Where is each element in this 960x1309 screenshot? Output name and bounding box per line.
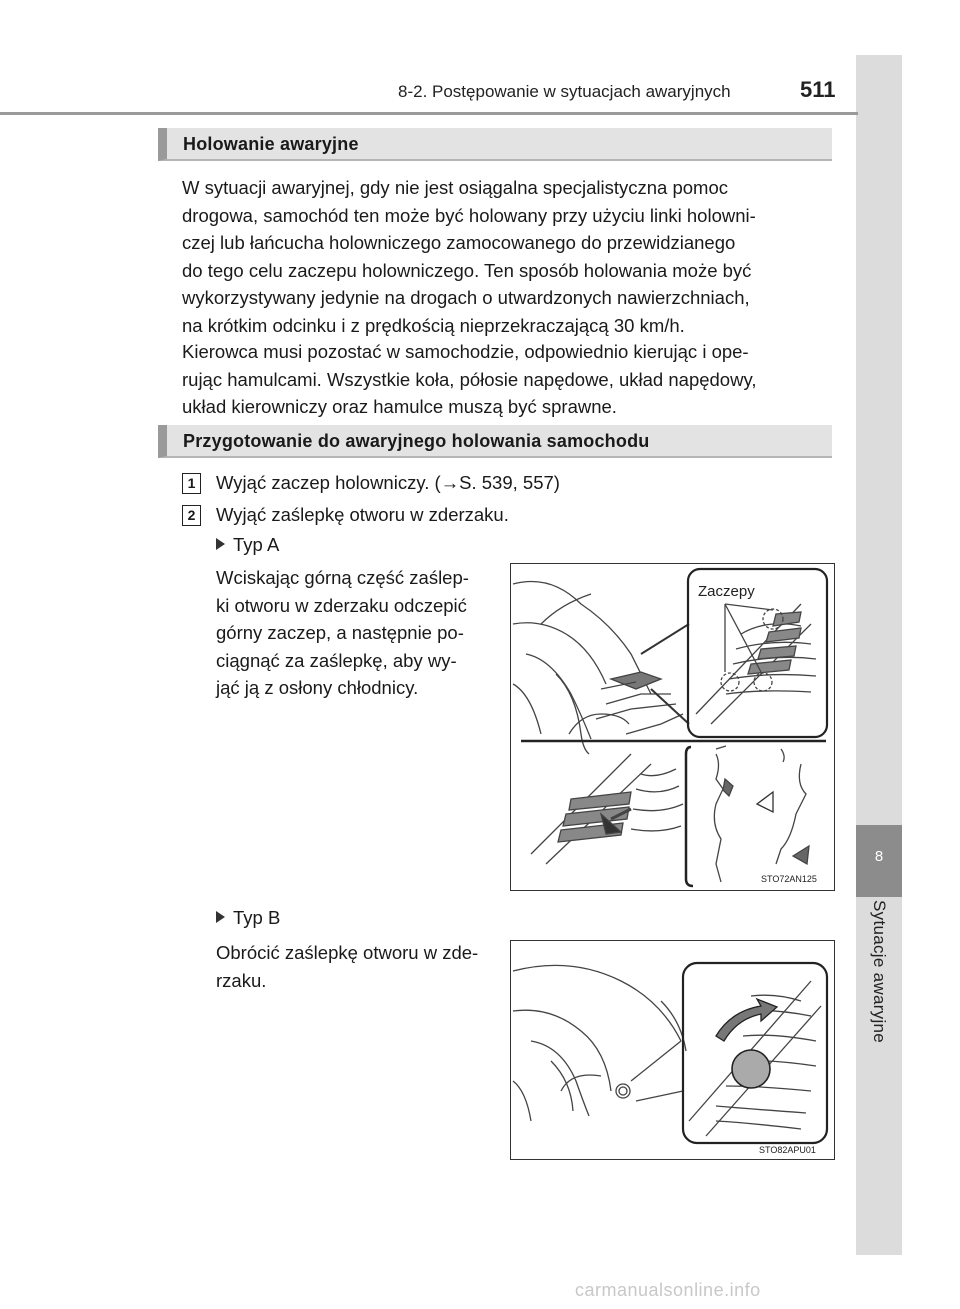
text-line: wykorzystywany jedynie na drogach o utwardzonych nawierzchniach, [182, 287, 750, 308]
section-heading-text: Holowanie awaryjne [183, 134, 359, 154]
type-b-description [216, 939, 492, 994]
figure-type-a [510, 563, 835, 891]
text-line: rzaku. [216, 969, 267, 991]
chapter-number: 8 [874, 848, 884, 865]
triangle-bullet-icon [216, 538, 225, 550]
type-a-label [216, 534, 279, 556]
page-number: 511 [800, 77, 836, 102]
type-b-label [216, 907, 280, 929]
text-line: W sytuacji awaryjnej, gdy nie jest osiągalna specjalistyczna pomoc [182, 177, 729, 198]
text-line: Obrócić zaślepkę otworu w zde- [216, 942, 479, 963]
section-heading-towing [158, 128, 832, 161]
chapter-title-text: Sytuacje awaryjne [870, 900, 889, 1044]
header-rule [0, 112, 858, 115]
figure-type-b [510, 940, 835, 1160]
text-line: drogowa, samochód ten może być holowany przy użyciu linki holowni- [182, 204, 756, 226]
text-line: układ kierowniczy oraz hamulce muszą być sprawne. [182, 396, 617, 417]
watermark: carmanualsonline.info [575, 1280, 761, 1300]
figure-type-a-illustration [511, 564, 834, 890]
text-line: rując hamulcami. Wszystkie koła, półosie napędowe, układ napędowy, [182, 368, 757, 390]
type-b-text: Typ B [233, 907, 281, 928]
text-line: ki otworu w zderzaku odczepić [216, 594, 467, 616]
figure-code-b: STO82APU01 [759, 1145, 816, 1155]
triangle-bullet-icon [216, 911, 225, 923]
chapter-title-vertical [862, 900, 896, 1100]
figure-callout-zaczepy: Zaczepy [698, 583, 755, 600]
step-number-2: 2 [182, 505, 201, 526]
text-line: na krótkim odcinku i z prędkością nieprzekraczającą 30 km/h. [182, 314, 685, 336]
section-heading-preparation [158, 425, 832, 458]
type-a-text: Typ A [233, 534, 280, 555]
paragraph-driver [182, 338, 830, 421]
text-line: do tego celu zaczepu holowniczego. Ten sposób holowania może być [182, 259, 752, 281]
text-line: jąć ją z osłony chłodnicy. [216, 677, 419, 698]
section-heading-text: Przygotowanie do awaryjnego holowania samochodu [183, 431, 650, 451]
step-text-1: Wyjąć zaczep holowniczy. (→S. 539, 557) [216, 472, 560, 493]
figure-type-b-illustration [511, 941, 834, 1159]
step-number-1: 1 [182, 473, 201, 494]
paragraph-intro [182, 174, 830, 339]
type-a-description [216, 564, 492, 702]
running-header: 8-2. Postępowanie w sytuacjach awaryjnych [398, 82, 731, 101]
text-line: ciągnąć za zaślepkę, aby wy- [216, 649, 457, 671]
figure-code-a: STO72AN125 [761, 874, 817, 884]
text-line: Wciskając górną część zaślep- [216, 567, 469, 588]
text-line: górny zaczep, a następnie po- [216, 622, 464, 643]
text-line: Kierowca musi pozostać w samochodzie, odpowiednio kierując i ope- [182, 341, 749, 362]
text-line: czej lub łańcucha holowniczego zamocowanego do przewidzianego [182, 232, 736, 253]
step-text-2: Wyjąć zaślepkę otworu w zderzaku. [216, 504, 509, 525]
